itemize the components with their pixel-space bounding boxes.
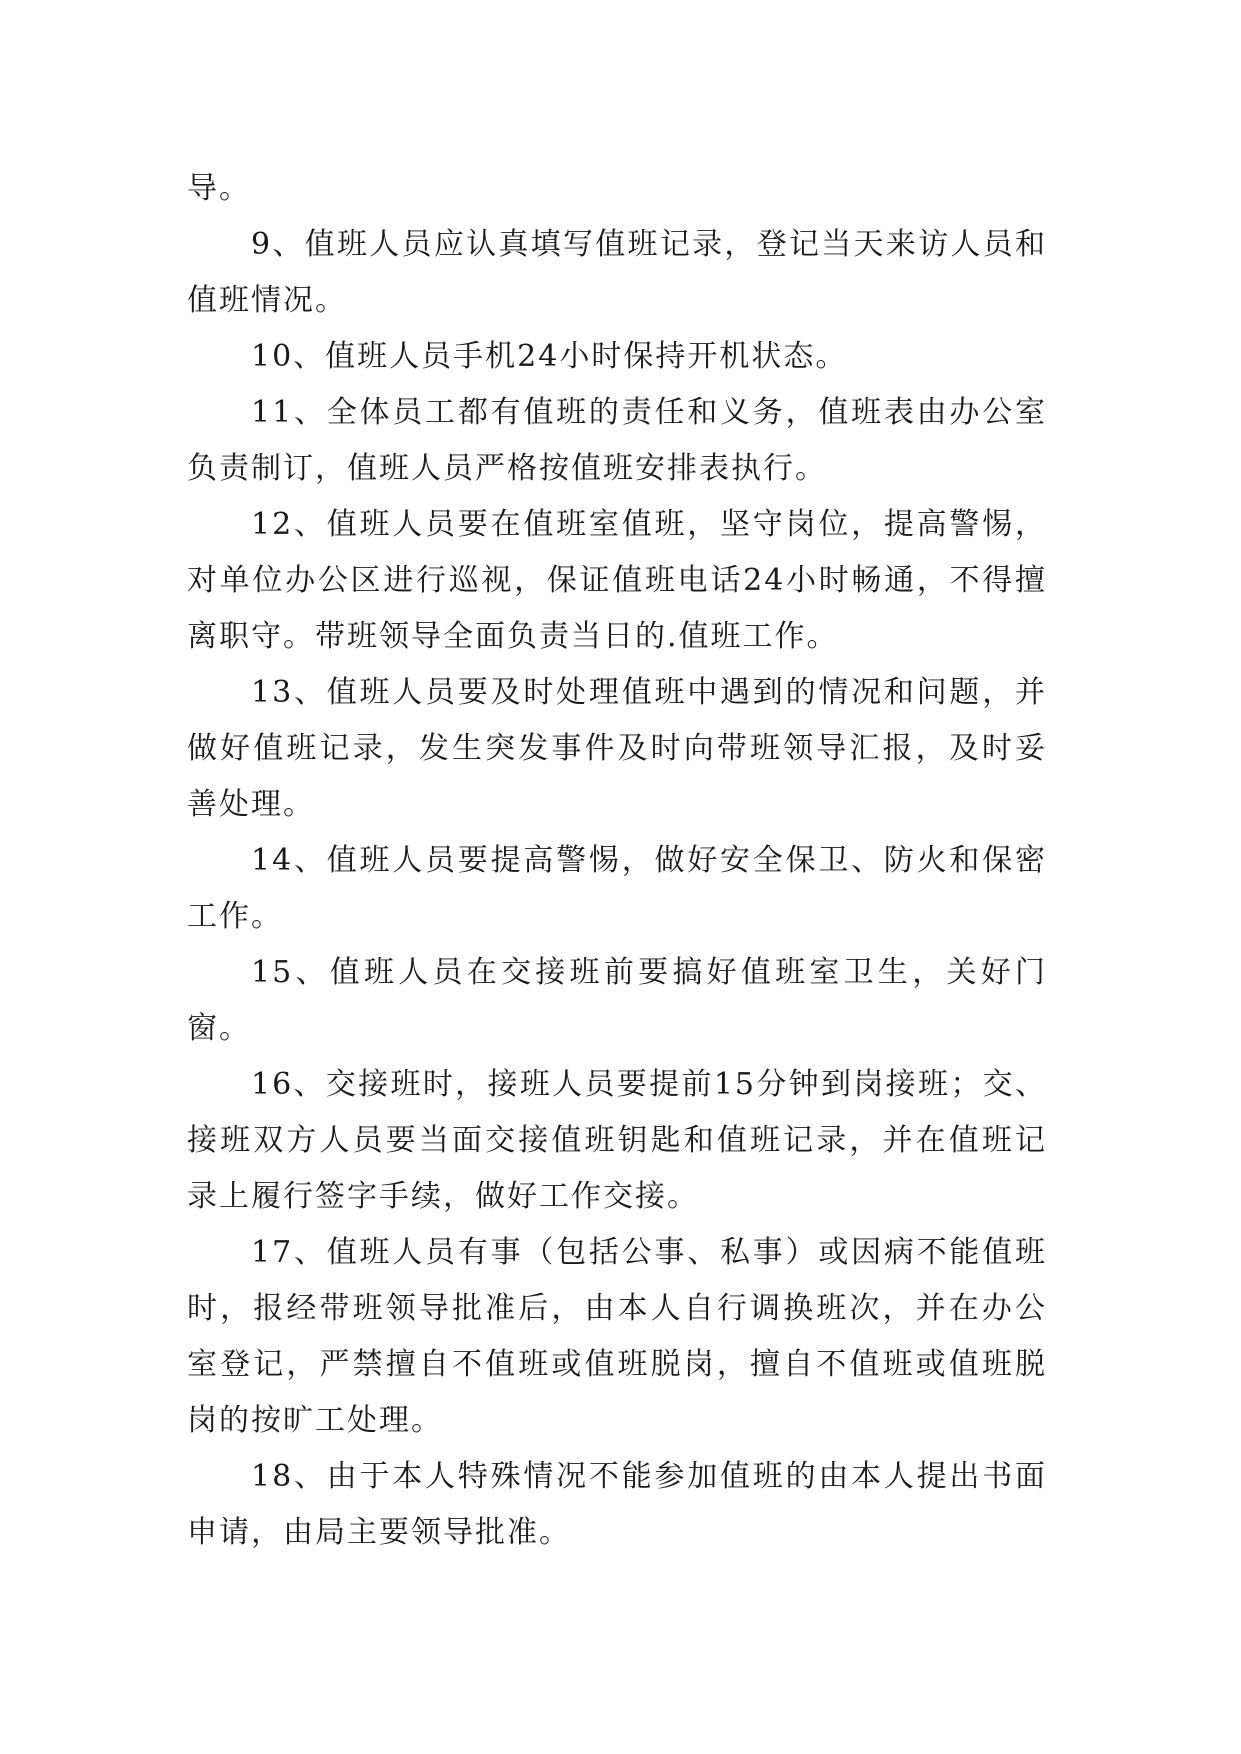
paragraph-rule-17: 17、值班人员有事（包括公事、私事）或因病不能值班时，报经带班领导批准后，由本人自行调换班次，并在办公室登记，严禁擅自不值班或值班脱岗，擅自不值班或值班脱岗的按旷工处理。 bbox=[187, 1235, 1047, 1438]
paragraph-rule-18: 18、由于本人特殊情况不能参加值班的由本人提出书面申请，由局主要领导批准。 bbox=[187, 1459, 1047, 1550]
paragraph-rule-10: 10、值班人员手机24小时保持开机状态。 bbox=[251, 339, 848, 374]
paragraph-rule-15: 15、值班人员在交接班前要搞好值班室卫生，关好门窗。 bbox=[187, 955, 1047, 1046]
paragraph-rule-16: 16、交接班时，接班人员要提前15分钟到岗接班；交、接班双方人员要当面交接值班钥匙和值班记录，并在值班记录上履行签字手续，做好工作交接。 bbox=[187, 1067, 1047, 1214]
paragraph-rule-12: 12、值班人员要在值班室值班，坚守岗位，提高警惕，对单位办公区进行巡视，保证值班电话24小时畅通，不得擅离职守。带班领导全面负责当日的.值班工作。 bbox=[187, 507, 1047, 654]
paragraph-rule-11: 11、全体员工都有值班的责任和义务，值班表由办公室负责制订，值班人员严格按值班安排表执行。 bbox=[187, 395, 1047, 486]
paragraph-rule-9: 9、值班人员应认真填写值班记录，登记当天来访人员和值班情况。 bbox=[187, 227, 1047, 318]
document-body bbox=[187, 161, 1047, 1561]
paragraph-rule-14: 14、值班人员要提高警惕，做好安全保卫、防火和保密工作。 bbox=[187, 843, 1047, 934]
paragraph-rule-13: 13、值班人员要及时处理值班中遇到的情况和问题，并做好值班记录，发生突发事件及时向带班领导汇报，及时妥善处理。 bbox=[187, 675, 1047, 822]
paragraph-continued: 导。 bbox=[187, 171, 251, 206]
